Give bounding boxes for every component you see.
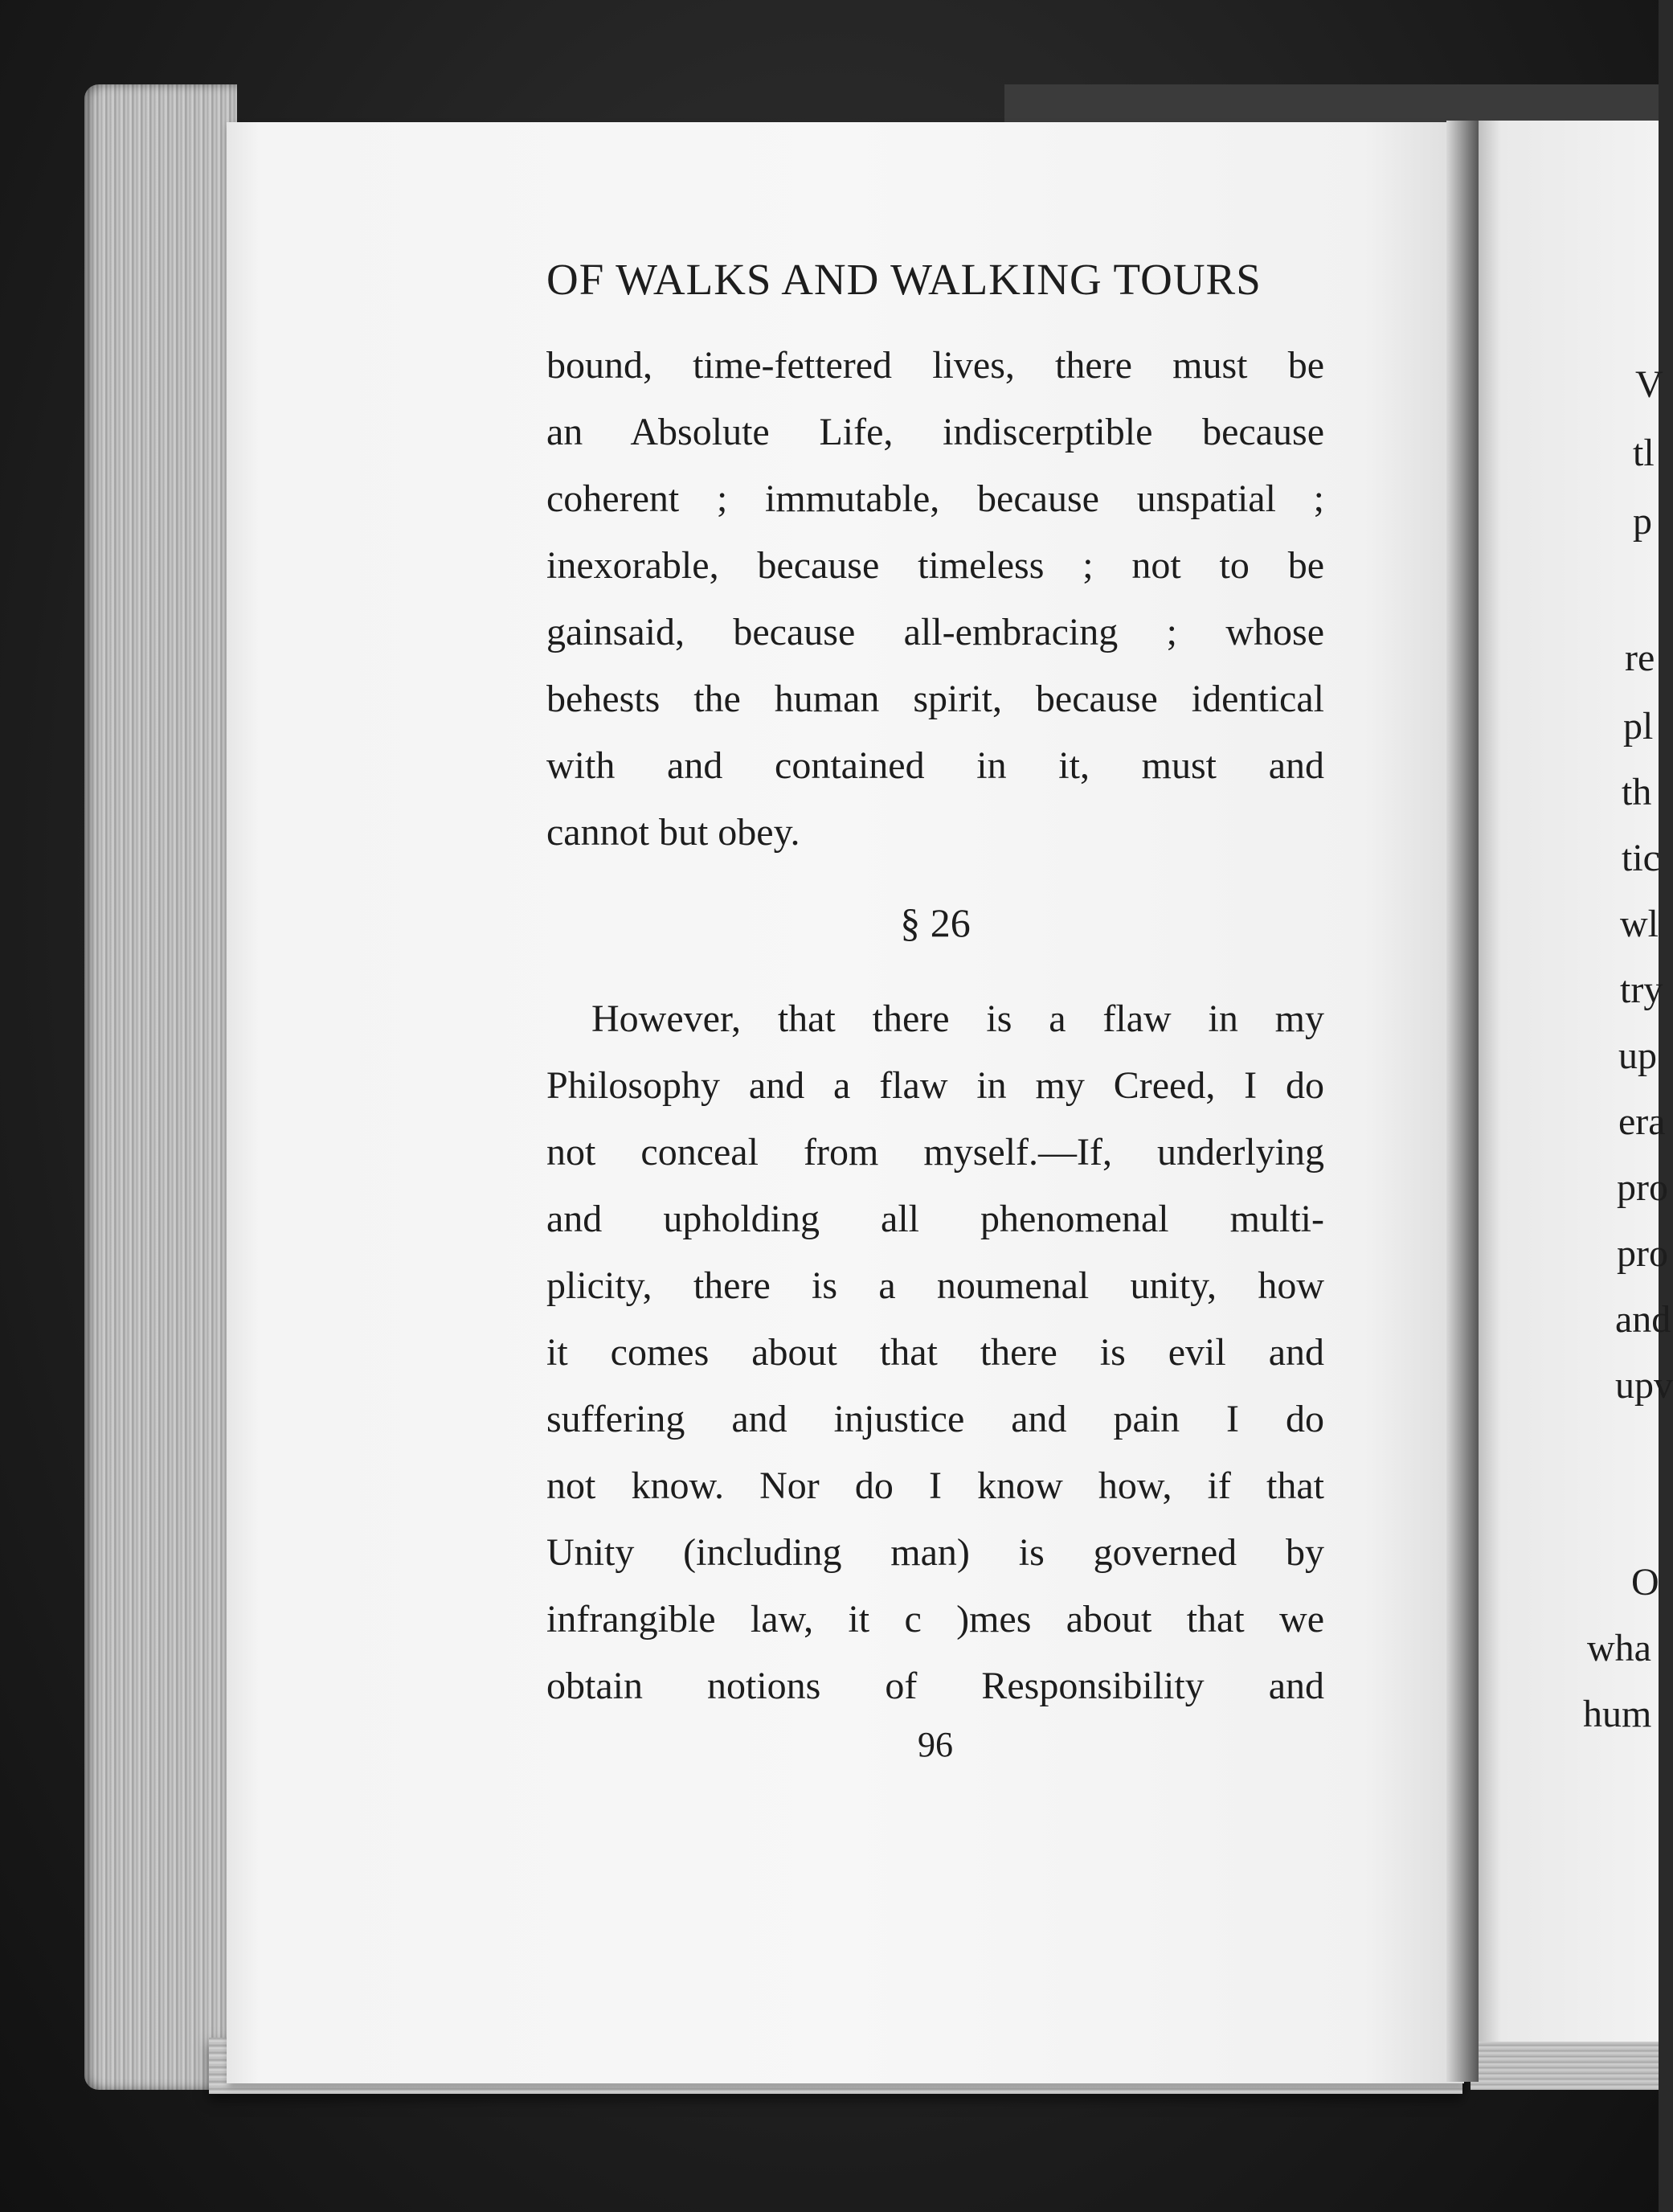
text-line: not conceal from myself.—If, underlying	[546, 1131, 1324, 1174]
text-line: not know. Nor do I know how, if that	[546, 1464, 1324, 1507]
paragraph-2	[546, 985, 1324, 1719]
text-line: an Absolute Life, indiscerptible because	[546, 411, 1324, 453]
page-number: 96	[918, 1725, 953, 1764]
right-fragment: O	[1631, 1561, 1659, 1604]
paragraph-1	[546, 332, 1324, 866]
text-line: behests the human spirit, because identical	[546, 678, 1324, 720]
book-gutter	[1446, 121, 1479, 2082]
text-line: plicity, there is a noumenal unity, how	[546, 1264, 1324, 1307]
text-line: inexorable, because timeless ; not to be	[546, 544, 1324, 587]
text-line: and upholding all phenomenal multi-	[546, 1198, 1324, 1240]
right-fragment: try	[1620, 969, 1663, 1011]
right-fragment: tl	[1633, 432, 1655, 474]
book-top-strip	[1004, 84, 1659, 125]
right-fragment: tic	[1622, 837, 1660, 879]
text-line: it comes about that there is evil and	[546, 1331, 1324, 1374]
text-line: gainsaid, because all-embracing ; whose	[546, 611, 1324, 653]
text-line: bound, time-fettered lives, there must be	[546, 344, 1324, 387]
text-line: suffering and injustice and pain I do	[546, 1398, 1324, 1440]
right-fragment: era	[1618, 1100, 1666, 1143]
text-line: However, that there is a flaw in my	[591, 997, 1324, 1040]
right-fragment: pro	[1617, 1166, 1668, 1209]
text-line: Philosophy and a flaw in my Creed, I do	[546, 1064, 1324, 1107]
text-line: with and contained in it, must and	[546, 744, 1324, 787]
right-fragment: th	[1622, 771, 1652, 813]
text-line: Unity (including man) is governed by	[546, 1531, 1324, 1574]
left-page-text	[546, 257, 1324, 1765]
book-page-edges	[84, 84, 237, 2090]
text-line: cannot but obey.	[546, 811, 800, 854]
right-fragment: pl	[1623, 705, 1654, 748]
running-head: OF WALKS AND WALKING TOURS	[546, 255, 1262, 304]
right-fragment: pro	[1617, 1232, 1668, 1275]
right-page-text-fragments	[1575, 0, 1673, 2212]
right-fragment: hum	[1583, 1693, 1652, 1735]
section-number: § 26	[900, 900, 971, 945]
right-fragment: up	[1618, 1034, 1657, 1077]
text-line: infrangible law, it c )mes about that we	[546, 1598, 1324, 1641]
right-fragment: V	[1635, 363, 1663, 406]
right-fragment: p	[1633, 500, 1652, 543]
right-fragment: wl	[1620, 903, 1659, 945]
text-line: coherent ; immutable, because unspatial ;	[546, 477, 1324, 520]
right-fragment: and	[1615, 1298, 1671, 1341]
right-fragment: re	[1625, 637, 1655, 679]
right-fragment: wha	[1587, 1627, 1651, 1669]
text-line: obtain notions of Responsibility and	[546, 1665, 1324, 1707]
right-fragment: upv	[1615, 1364, 1673, 1407]
